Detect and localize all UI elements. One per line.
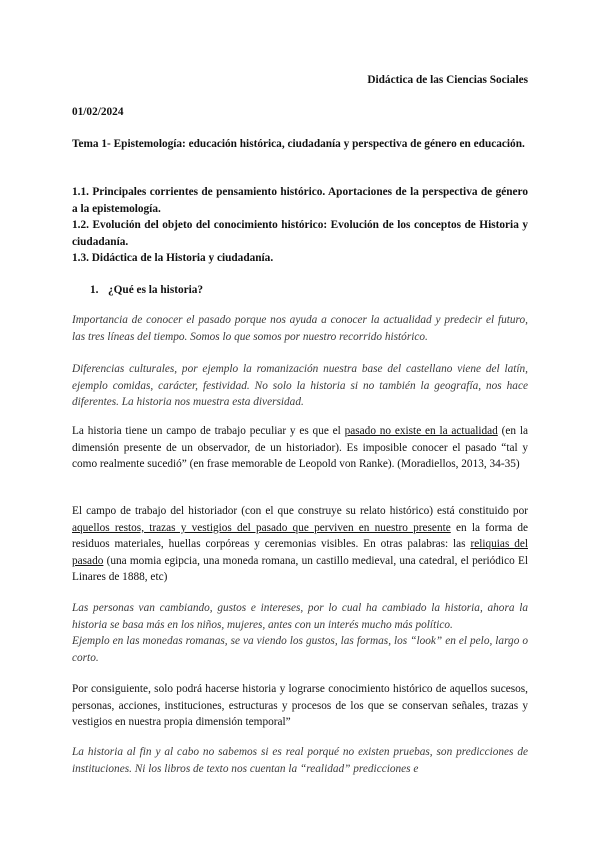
paragraph-cultural-differences: Diferencias culturales, por ejemplo la romanización nuestra base del castellano viene del latín, ejemplo comidas, carácter, festividad. No solo la historia si no también la geografía, nos hace diferentes. La historia nos muestra esta diversidad. [72, 363, 528, 409]
underlined-phrase: pasado no existe en la actualidad [344, 425, 498, 437]
underlined-phrase: aquellos restos, trazas y vestigios del pasado que perviven en nuestro presente [72, 521, 451, 534]
paragraph-changing-people: Las personas van cambiando, gustos e intereses, por lo cual ha cambiado la historia, ahora la historia se basa más en los niños, mujeres, antes con un interés mucho más político. Ejemplo en las monedas romanas, se va viendo los gustos, las formas, los “look” en el pelo, largo o corto. [72, 602, 528, 664]
subtopic-item: 1.2. Evolución del objeto del conocimiento histórico: Evolución de los conceptos de Historia y ciudadanía. [72, 219, 528, 248]
section-heading [90, 282, 203, 299]
subtopic-item: 1.1. Principales corrientes de pensamiento histórico. Aportaciones de la perspectiva de género a la epistemología. [72, 186, 528, 215]
underlined-phrase: reliquias del pasado [72, 538, 528, 567]
paragraph-reality: La historia al fin y al cabo no sabemos si es real porqué no existen pruebas, son predicciones de instituciones. Ni los libros de texto nos cuentan la “realidad” predicciones e [72, 746, 528, 775]
paragraph-historian-field: El campo de trabajo del historiador (con el que construye su relato histórico) está constituido por aquellos restos, trazas y vestigios del pasado que perviven en nuestro presente en la forma de residuos materiales, huellas corpóreas y ceremonias visibles. En otras palabras: las reliquias del pasado (una momia egipcia, una moneda romana, un castillo medieval, una catedral, el periódico El Linares de 1888, etc) [72, 505, 529, 584]
subtopic-list [72, 184, 528, 267]
subject-header: Didáctica de las Ciencias Sociales [367, 74, 528, 86]
date: 01/02/2024 [72, 106, 124, 118]
topic-title: Tema 1- Epistemología: educación histórica, ciudadanía y perspectiva de género en educación. [72, 138, 525, 150]
paragraph-field-of-work: La historia tiene un campo de trabajo peculiar y es que el pasado no existe en la actualidad (en la dimensión presente de un observador, de un historiador). Es imposible conocer el pasado “tal y como realmente sucedió” (en frase memorable de Leopold von Ranke). (Moradiellos, 2013, 34-35) [72, 425, 528, 471]
section-title: ¿Qué es la historia? [108, 284, 204, 296]
paragraph-consequently: Por consiguiente, solo podrá hacerse historia y lograrse conocimiento histórico de aquellos sucesos, personas, acciones, instituciones, estructuras y procesos de los que se conservan señales, trazas y vestigios en nuestra propia dimensión temporal” [72, 683, 528, 729]
section-number: 1. [90, 284, 99, 296]
paragraph-importance: Importancia de conocer el pasado porque nos ayuda a conocer la actualidad y predecir el futuro, las tres líneas del tiempo. Somos lo que somos por nuestro recorrido histórico. [72, 314, 528, 343]
subtopic-item: 1.3. Didáctica de la Historia y ciudadanía. [72, 252, 274, 265]
